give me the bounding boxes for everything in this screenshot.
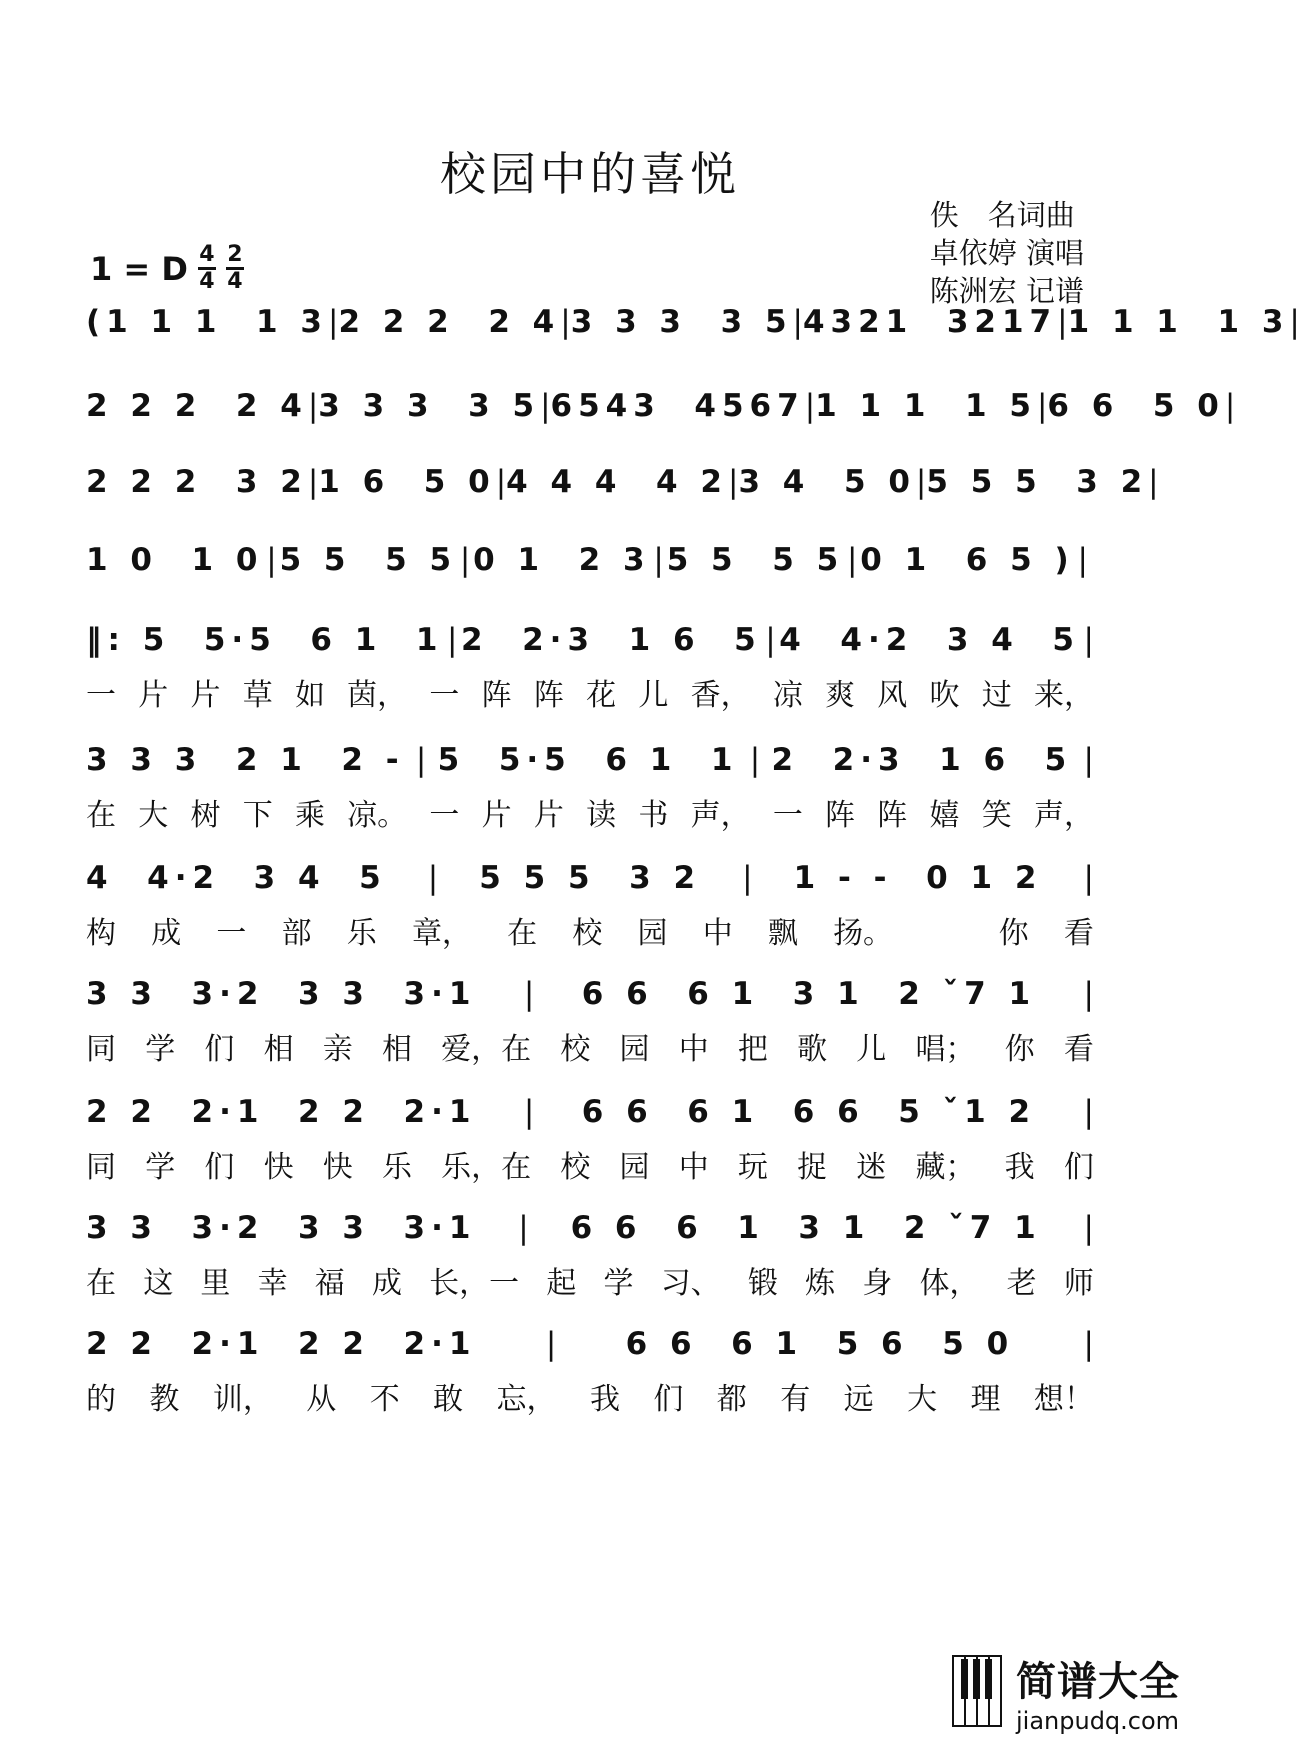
verse-row	[86, 856, 1094, 966]
lyric-line	[86, 670, 1094, 714]
measure: 4321 3217	[802, 304, 1058, 340]
barline: |	[415, 742, 427, 778]
measure: 4 4·2 3 4 5	[86, 860, 387, 896]
measure: 3 3 3 3 5	[570, 304, 793, 340]
barline: |	[1083, 1210, 1094, 1246]
lyric-word: 你	[998, 916, 1029, 951]
measure: 4 4·2 3 4 5	[779, 622, 1080, 658]
verse-row	[86, 738, 1094, 848]
song-title: 校园中的喜悦	[440, 147, 740, 201]
watermark-cn: 简谱大全	[1016, 1659, 1180, 1705]
barline: |	[1036, 388, 1048, 424]
lyric-word: 里	[200, 1266, 231, 1301]
barline: |	[792, 304, 803, 340]
lyric-word: 园	[619, 1150, 650, 1185]
lyric-word: 校	[560, 1150, 591, 1185]
barline: |	[540, 388, 551, 424]
barline: |	[765, 622, 776, 658]
measure: 2 2·3 1 6 5	[460, 622, 762, 658]
lyric-word: 老	[1006, 1266, 1037, 1301]
measure: 2 2 2·1 2 2 2·1	[86, 1094, 477, 1130]
lyric-word: 阵	[877, 798, 908, 833]
barline: |	[1224, 388, 1242, 424]
barline: |	[327, 304, 339, 340]
lyric-word: 茵，	[347, 678, 408, 713]
lyric-word: 把	[737, 1032, 768, 1067]
measure: 3 4 5 0	[738, 464, 916, 500]
lyric-word: 快	[322, 1150, 353, 1185]
lyric-word: 园	[637, 916, 668, 951]
lyric-word: 我	[589, 1382, 620, 1417]
lyric-word: 嬉	[929, 798, 960, 833]
watermark-en: jianpudq.com	[1016, 1707, 1180, 1735]
measure: 6 6 6 1 3 1 2 ˇ7 1	[581, 976, 1037, 1012]
lyric-line	[86, 1142, 1094, 1186]
barline: |	[1083, 1094, 1094, 1130]
measure: ‖: 5 5·5 6 1 1	[86, 622, 444, 658]
verse-notes	[86, 618, 1094, 662]
lyric-word: 们	[1063, 1150, 1094, 1185]
lyric-word: 敢	[433, 1382, 464, 1417]
lyric-line	[86, 790, 1094, 834]
lyric-word: 乘	[294, 798, 325, 833]
barline: |	[495, 464, 507, 500]
barline: |	[518, 1210, 529, 1246]
lyric-word: 树	[190, 798, 221, 833]
lyric-word: 片	[190, 678, 221, 713]
lyric-word: 下	[242, 798, 273, 833]
lyric-word: 体，	[919, 1266, 980, 1301]
lyric-word: 在	[86, 1266, 116, 1301]
lyric-word: 藏；	[915, 1150, 976, 1185]
lyric-word: 片	[481, 798, 512, 833]
lyric-word: 歌	[797, 1032, 828, 1067]
barline: |	[804, 388, 816, 424]
barline: |	[1083, 976, 1094, 1012]
measure: 0 1 2 3	[473, 542, 651, 578]
lyric-word: 起	[546, 1266, 577, 1301]
lyric-word: 读	[586, 798, 617, 833]
lyric-word: 儿	[856, 1032, 887, 1067]
lyric-word: 远	[843, 1382, 874, 1417]
measure: 5 5·5 6 1 1	[437, 742, 739, 778]
lyric-word: 风	[877, 678, 908, 713]
measure: 6 6 5 0	[1047, 388, 1225, 424]
lyric-word: 构	[86, 916, 116, 951]
barline: |	[915, 464, 927, 500]
measure: 6 6 6 1 6 6 5 ˇ1 2	[581, 1094, 1037, 1130]
lyric-word: 们	[653, 1382, 684, 1417]
measure: 3 3 3·2 3 3 3·1	[86, 1210, 477, 1246]
lyric-word: 中	[678, 1032, 709, 1067]
barline: |	[1077, 542, 1094, 578]
measure: 1 1 1 1 3	[106, 304, 328, 340]
piano-icon	[952, 1659, 1010, 1727]
lyric-word: 师	[1063, 1266, 1094, 1301]
lyric-word: 的	[86, 1382, 116, 1417]
intro-row	[86, 460, 1165, 530]
lyric-word: 相	[381, 1032, 412, 1067]
lyric-word: 如	[294, 678, 325, 713]
barline: |	[446, 622, 458, 658]
lyric-word: 声，	[1033, 798, 1094, 833]
intro-notes	[86, 384, 1242, 428]
time-signature-1: $\frac{4}{4}$	[199, 242, 215, 294]
barline: |	[560, 304, 571, 340]
barline: |	[266, 542, 277, 578]
intro-row	[86, 538, 1094, 608]
credit-transcriber: 陈洲宏 记谱	[929, 274, 1084, 308]
lyric-word: 乐	[381, 1150, 412, 1185]
verse-row	[86, 1322, 1094, 1432]
intro-notes	[86, 538, 1094, 582]
barline: |	[653, 542, 664, 578]
lyric-word: 学	[145, 1032, 176, 1067]
verse-row	[86, 972, 1094, 1082]
measure: 5 5 5 3 2	[479, 860, 702, 896]
measure: (	[86, 304, 107, 340]
verse-row	[86, 618, 1094, 728]
lyric-word: 捉	[797, 1150, 828, 1185]
measure: 5 5 5 3 2	[926, 464, 1149, 500]
lyric-word: 阵	[533, 678, 564, 713]
measure: 1 0 1 0	[86, 542, 264, 578]
verse-notes	[86, 1206, 1094, 1250]
lyric-word: 幸	[257, 1266, 288, 1301]
lyric-word: 成	[371, 1266, 402, 1301]
barline: |	[1083, 742, 1094, 778]
credit-singer: 卓依婷 演唱	[929, 236, 1084, 270]
lyric-word: 乐	[346, 916, 377, 951]
barline: |	[1083, 1326, 1094, 1362]
barline: |	[427, 860, 439, 896]
lyric-word: 看	[1063, 1032, 1094, 1067]
lyric-word: 唱；	[915, 1032, 976, 1067]
measure: 0 1 6 5 )	[860, 542, 1075, 578]
lyric-word: 一	[86, 678, 116, 713]
verse-row	[86, 1090, 1094, 1200]
lyric-word: 成	[151, 916, 182, 951]
lyric-word: 相	[263, 1032, 294, 1067]
lyric-word: 书	[638, 798, 669, 833]
lyric-word: 同	[86, 1150, 116, 1185]
lyric-word: 香，	[690, 678, 751, 713]
lyric-word: 们	[204, 1150, 235, 1185]
barline: |	[545, 1326, 557, 1362]
lyric-word: 炼	[805, 1266, 836, 1301]
barline: |	[1057, 304, 1068, 340]
lyric-word: 你	[1004, 1032, 1035, 1067]
intro-notes	[86, 300, 1306, 344]
time-signature-2: $\frac{2}{4}$	[227, 242, 243, 294]
lyric-word: 忘，	[496, 1382, 557, 1417]
measure: 2 2 2 3 2	[86, 464, 308, 500]
barline: |	[459, 542, 471, 578]
intro-row	[86, 300, 1306, 370]
barline: |	[523, 976, 535, 1012]
lyric-word: 不	[369, 1382, 400, 1417]
lyric-word: 锻	[747, 1266, 778, 1301]
lyric-word: 来，	[1033, 678, 1094, 713]
lyric-word: 这	[143, 1266, 174, 1301]
lyric-word: 扬。	[833, 916, 894, 951]
barline: |	[727, 464, 739, 500]
lyric-word: 章，	[411, 916, 472, 951]
measure: 6543 4567	[550, 388, 805, 424]
measure: 1 1 1 1 3	[1067, 304, 1290, 340]
lyric-word: 爱，在	[441, 1032, 532, 1067]
lyric-word: 飘	[767, 916, 798, 951]
lyric-word: 长，一	[429, 1266, 520, 1301]
credit-lyricist-composer: 佚 名词曲	[929, 198, 1075, 232]
verse-notes	[86, 972, 1094, 1016]
measure: 2 2 2 2 4	[338, 304, 561, 340]
measure: 2 2 2·1 2 2 2·1	[86, 1326, 477, 1362]
lyric-word: 笑	[981, 798, 1012, 833]
lyric-word: 我	[1004, 1150, 1035, 1185]
lyric-word: 学	[603, 1266, 634, 1301]
measure: 3 3 3·2 3 3 3·1	[86, 976, 477, 1012]
lyric-word: 有	[780, 1382, 811, 1417]
measure: 1 1 1 1 5	[815, 388, 1037, 424]
lyric-word: 迷	[856, 1150, 887, 1185]
lyric-word: 乐，在	[441, 1150, 532, 1185]
lyric-word: 一	[429, 678, 460, 713]
lyric-word: 玩	[737, 1150, 768, 1185]
lyric-word: 同	[86, 1032, 116, 1067]
lyric-word: 花	[586, 678, 617, 713]
lyric-word: 在	[507, 916, 538, 951]
watermark	[952, 1650, 1180, 1735]
barline: |	[307, 388, 319, 424]
barline: |	[307, 464, 319, 500]
lyric-word: 快	[263, 1150, 294, 1185]
lyric-word: 一	[772, 798, 803, 833]
lyric-word: 学	[145, 1150, 176, 1185]
barline: |	[742, 860, 753, 896]
barline: |	[1289, 304, 1306, 340]
lyric-word: 训，	[212, 1382, 273, 1417]
lyric-word: 园	[619, 1032, 650, 1067]
lyric-word: 一	[429, 798, 460, 833]
credits	[930, 196, 1084, 310]
lyric-word: 草	[242, 678, 273, 713]
measure: 3 3 3 2 1 2 -	[86, 742, 405, 778]
measure: 3 3 3 3 5	[318, 388, 541, 424]
measure: 5 5 5 5	[666, 542, 845, 578]
lyric-word: 过	[981, 678, 1012, 713]
intro-row	[86, 384, 1242, 454]
lyric-word: 凉	[772, 678, 803, 713]
key-label: 1 = D	[90, 249, 188, 288]
verse-notes	[86, 738, 1094, 782]
lyric-word: 中	[702, 916, 733, 951]
verse-row	[86, 1206, 1094, 1316]
intro-notes	[86, 460, 1165, 504]
lyric-word: 阵	[481, 678, 512, 713]
lyric-word: 片	[533, 798, 564, 833]
measure: 2 2 2 2 4	[86, 388, 308, 424]
lyric-word: 都	[716, 1382, 747, 1417]
lyric-word: 片	[138, 678, 169, 713]
lyric-line	[86, 908, 1094, 952]
lyric-word: 大	[138, 798, 169, 833]
lyric-word: 在	[86, 798, 116, 833]
lyric-word: 中	[678, 1150, 709, 1185]
measure: 1 6 5 0	[318, 464, 496, 500]
lyric-word: 校	[572, 916, 603, 951]
lyric-line	[86, 1024, 1094, 1068]
lyric-word: 从	[306, 1382, 337, 1417]
barline: |	[1148, 464, 1165, 500]
lyric-word: 想！	[1033, 1382, 1094, 1417]
measure: 4 4 4 4 2	[506, 464, 728, 500]
lyric-word: 习、	[660, 1266, 721, 1301]
measure: 5 5 5 5	[279, 542, 458, 578]
barline: |	[523, 1094, 535, 1130]
verse-notes	[86, 1090, 1094, 1134]
lyric-word: 声，	[690, 798, 751, 833]
lyric-word: 身	[862, 1266, 893, 1301]
barline: |	[749, 742, 761, 778]
lyric-word: 凉。	[347, 798, 408, 833]
barline: |	[1083, 860, 1094, 896]
measure: 6 6 6 1 3 1 2 ˇ7 1	[570, 1210, 1042, 1246]
lyric-line	[86, 1258, 1094, 1302]
lyric-word: 吹	[929, 678, 960, 713]
lyric-word: 大	[907, 1382, 938, 1417]
verse-notes	[86, 1322, 1094, 1366]
lyric-word: 福	[314, 1266, 345, 1301]
lyric-word: 儿	[638, 678, 669, 713]
measure: 6 6 6 1 5 6 5 0	[625, 1326, 1015, 1362]
lyric-word: 一	[216, 916, 247, 951]
barline: |	[846, 542, 858, 578]
lyric-word: 阵	[825, 798, 856, 833]
lyric-word: 部	[281, 916, 312, 951]
barline: |	[1083, 622, 1094, 658]
lyric-word: 看	[1063, 916, 1094, 951]
lyric-word: 校	[560, 1032, 591, 1067]
measure: 1 - - 0 1 2	[793, 860, 1043, 896]
lyric-word: 们	[204, 1032, 235, 1067]
lyric-word: 爽	[825, 678, 856, 713]
lyric-word: 亲	[322, 1032, 353, 1067]
lyric-word: 理	[970, 1382, 1001, 1417]
key-signature	[90, 244, 244, 293]
lyric-line	[86, 1374, 1094, 1418]
measure: 2 2·3 1 6 5	[771, 742, 1073, 778]
lyric-word: 教	[149, 1382, 180, 1417]
verse-notes	[86, 856, 1094, 900]
